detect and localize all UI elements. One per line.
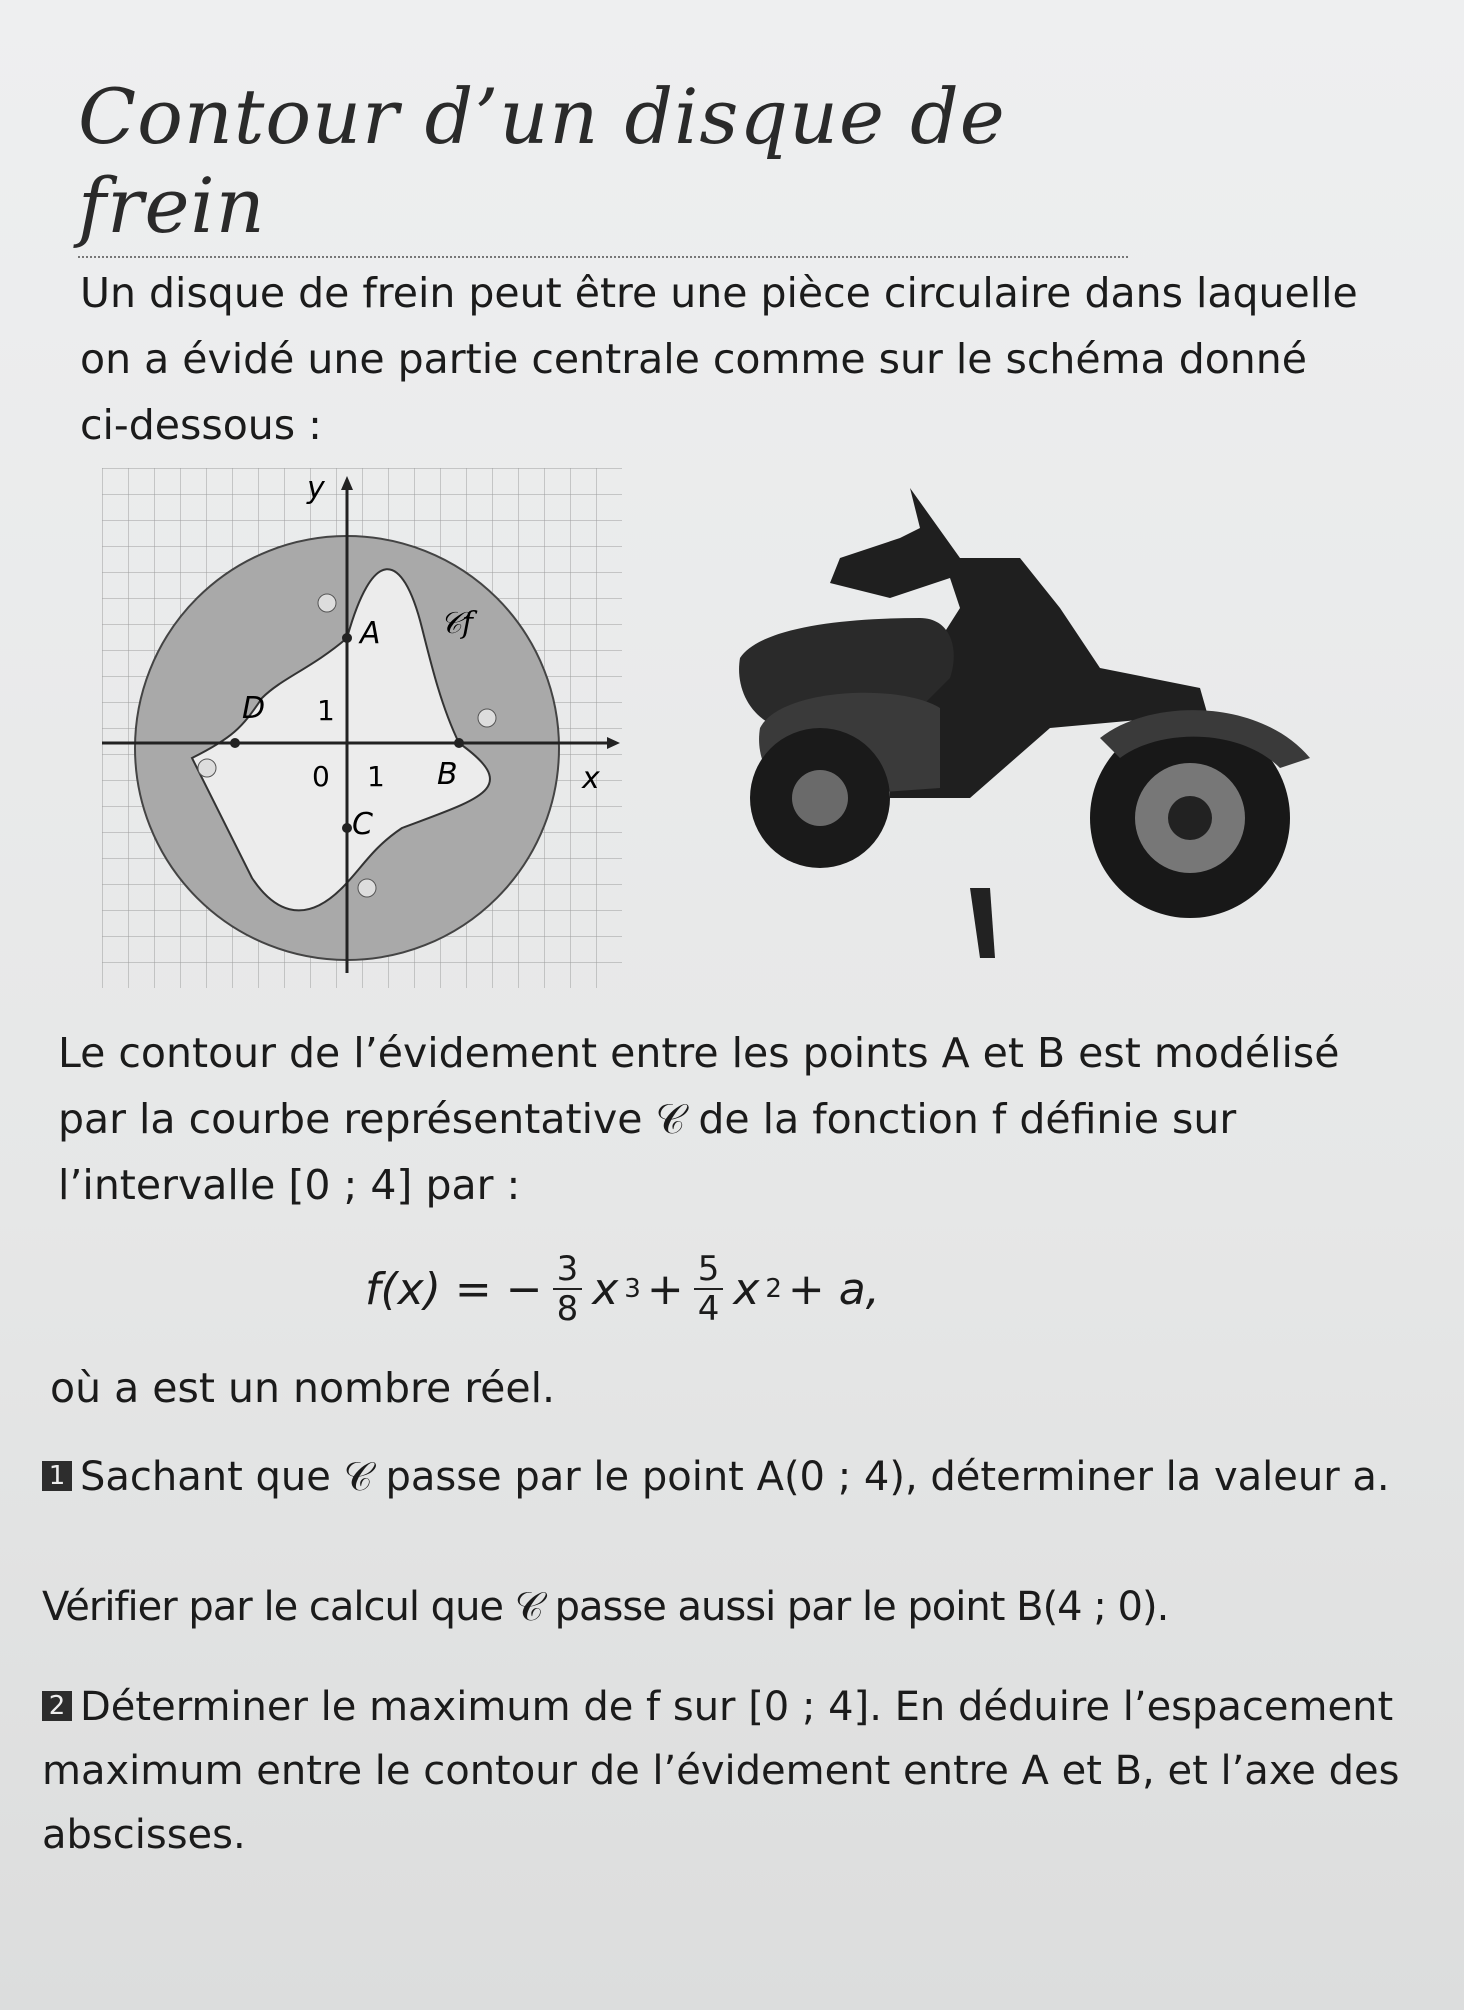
bolt-hole <box>318 594 336 612</box>
fraction-numerator: 3 <box>553 1250 583 1290</box>
question-1-text: Sachant que 𝒞 passe par le point A(0 ; 4), déterminer la valeur a. <box>80 1454 1390 1500</box>
x-axis-label: x <box>582 761 600 796</box>
question-1 <box>42 1445 1402 1509</box>
origin-label: 0 <box>312 760 330 793</box>
y-tick-one: 1 <box>317 694 335 727</box>
kickstand <box>970 888 995 958</box>
page-title: Contour d’un disque de frein <box>78 72 1128 258</box>
point-d-marker <box>230 738 240 748</box>
parameter-note: où a est un nombre réel. <box>50 1364 556 1412</box>
brake-disc-figure <box>102 468 622 988</box>
formula-term-x: x <box>733 1263 760 1315</box>
fraction-denominator: 4 <box>697 1289 720 1329</box>
bolt-hole <box>478 709 496 727</box>
point-c-label: C <box>352 807 373 842</box>
point-b-label: B <box>437 757 458 792</box>
question-2-text: Déterminer le maximum de f sur [0 ; 4]. En déduire l’espacement maximum entre le contour de l’évidement entre A et B, et l’axe des abscisses. <box>42 1684 1400 1858</box>
y-axis-label: y <box>307 471 325 506</box>
bolt-hole <box>358 879 376 897</box>
fraction-numerator: 5 <box>694 1250 724 1290</box>
fraction-five-quarters <box>694 1250 724 1328</box>
point-c-marker <box>342 823 352 833</box>
intro-paragraph: Un disque de frein peut être une pièce circulaire dans laquelle on a évidé une partie centrale comme sur le schéma donné ci-dessous : <box>80 269 1358 449</box>
fraction-three-eighths <box>553 1250 583 1328</box>
question-1-verification: Vérifier par le calcul que 𝒞 passe aussi par le point B(4 ; 0). <box>42 1584 1169 1630</box>
function-formula <box>365 1250 880 1328</box>
scooter-illustration <box>720 468 1340 998</box>
fraction-denominator: 8 <box>556 1289 579 1329</box>
formula-plus: + <box>646 1263 684 1315</box>
point-d-label: D <box>242 691 266 726</box>
x-tick-one: 1 <box>367 760 385 793</box>
formula-exponent: 3 <box>624 1274 641 1304</box>
rear-hub <box>792 770 848 826</box>
point-b-marker <box>454 738 464 748</box>
point-a-marker <box>342 633 352 643</box>
point-a-label: A <box>360 616 381 651</box>
formula-exponent: 2 <box>765 1274 782 1304</box>
formula-term-x: x <box>592 1263 619 1315</box>
curve-label: 𝒞f <box>440 606 473 641</box>
front-axle <box>1168 796 1212 840</box>
model-paragraph: Le contour de l’évidement entre les points A et B est modélisé par la courbe représentative 𝒞 de la fonction f définie sur l’intervalle [0 ; 4] par : <box>58 1029 1340 1209</box>
formula-lhs: f(x) = − <box>365 1263 543 1315</box>
question-1-badge: 1 <box>42 1461 72 1491</box>
question-2 <box>42 1675 1402 1867</box>
formula-tail: + a, <box>787 1263 880 1315</box>
bolt-hole <box>198 759 216 777</box>
question-2-badge: 2 <box>42 1691 72 1721</box>
